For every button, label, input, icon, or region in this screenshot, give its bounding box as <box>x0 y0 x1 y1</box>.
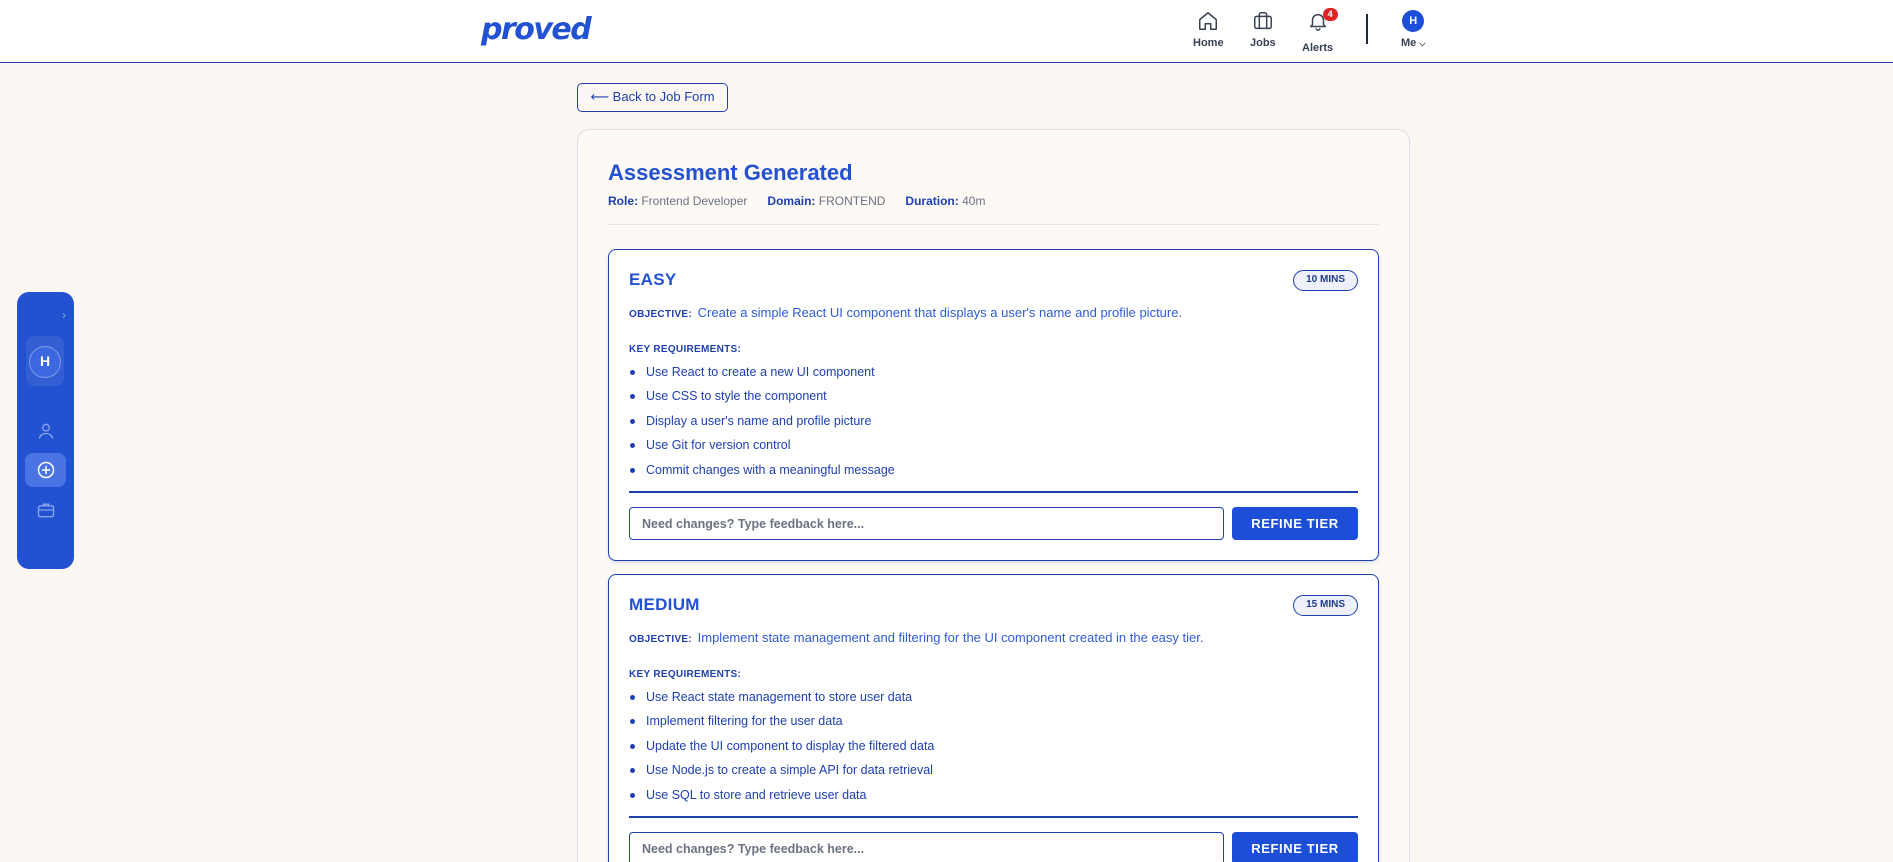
assessment-meta <box>608 194 985 208</box>
tier-objective: OBJECTIVE: Implement state management and filtering for the UI component created in the easy tier. <box>629 630 1204 645</box>
nav-me-label: Me ⌵ <box>1401 37 1426 49</box>
list-item: Use React to create a new UI component <box>629 365 895 389</box>
nav-me-menu[interactable] <box>1401 10 1425 49</box>
list-item: Implement filtering for the user data <box>629 714 934 738</box>
section-divider <box>608 224 1379 225</box>
home-icon <box>1197 10 1219 32</box>
sidebar-rail <box>17 292 74 569</box>
plus-circle-icon[interactable] <box>36 460 56 480</box>
refine-tier-button[interactable]: REFINE TIER <box>1232 832 1358 862</box>
meta-domain: Domain: FRONTEND <box>767 194 886 208</box>
tier-card-medium <box>608 574 1379 862</box>
requirements-list <box>629 690 934 812</box>
avatar: H <box>1402 10 1424 32</box>
list-item: Update the UI component to display the filtered data <box>629 739 934 763</box>
requirements-list <box>629 365 895 487</box>
nav-home[interactable] <box>1193 10 1224 49</box>
nav-alerts[interactable] <box>1302 10 1333 54</box>
list-item: Use SQL to store and retrieve user data <box>629 788 934 812</box>
feedback-input[interactable] <box>629 507 1224 540</box>
list-item: Commit changes with a meaningful message <box>629 463 895 487</box>
list-item: Use Node.js to create a simple API for data retrieval <box>629 763 934 787</box>
nav-jobs-label: Jobs <box>1250 37 1276 49</box>
tier-duration-badge: 10 MINS <box>1293 270 1358 291</box>
nav-alerts-label: Alerts <box>1302 42 1334 54</box>
tier-duration-badge: 15 MINS <box>1293 595 1358 616</box>
list-item: Use CSS to style the component <box>629 389 895 413</box>
feedback-input[interactable] <box>629 832 1224 862</box>
meta-role: Role: Frontend Developer <box>608 194 748 208</box>
chevron-right-icon[interactable]: › <box>62 308 66 322</box>
page-title: Assessment Generated <box>608 160 853 185</box>
tier-divider <box>629 491 1358 493</box>
nav-home-label: Home <box>1193 37 1224 49</box>
back-to-job-form-button[interactable]: ⟵ Back to Job Form <box>577 83 728 112</box>
alerts-count-badge: 4 <box>1323 8 1338 21</box>
list-item: Display a user's name and profile picture <box>629 414 895 438</box>
nav-jobs[interactable] <box>1250 10 1276 49</box>
tier-divider <box>629 816 1358 818</box>
briefcase-icon <box>1252 10 1274 32</box>
refine-tier-button[interactable]: REFINE TIER <box>1232 507 1358 540</box>
requirements-heading: KEY REQUIREMENTS: <box>629 669 742 680</box>
meta-duration: Duration: 40m <box>905 194 986 208</box>
tier-card-easy <box>608 249 1379 561</box>
user-icon[interactable] <box>36 421 56 441</box>
tier-title: MEDIUM <box>629 595 700 614</box>
chevron-down-icon: ⌵ <box>1419 39 1426 48</box>
requirements-heading: KEY REQUIREMENTS: <box>629 344 742 355</box>
tier-objective: OBJECTIVE: Create a simple React UI component that displays a user's name and profile picture. <box>629 305 1183 320</box>
briefcase-icon[interactable] <box>36 500 56 520</box>
nav-divider <box>1366 14 1368 44</box>
list-item: Use Git for version control <box>629 438 895 462</box>
tier-title: EASY <box>629 270 677 289</box>
top-navbar <box>0 0 1893 63</box>
sidebar-avatar[interactable]: H <box>29 346 61 378</box>
brand-logo[interactable]: proved <box>481 12 591 47</box>
list-item: Use React state management to store user data <box>629 690 934 714</box>
